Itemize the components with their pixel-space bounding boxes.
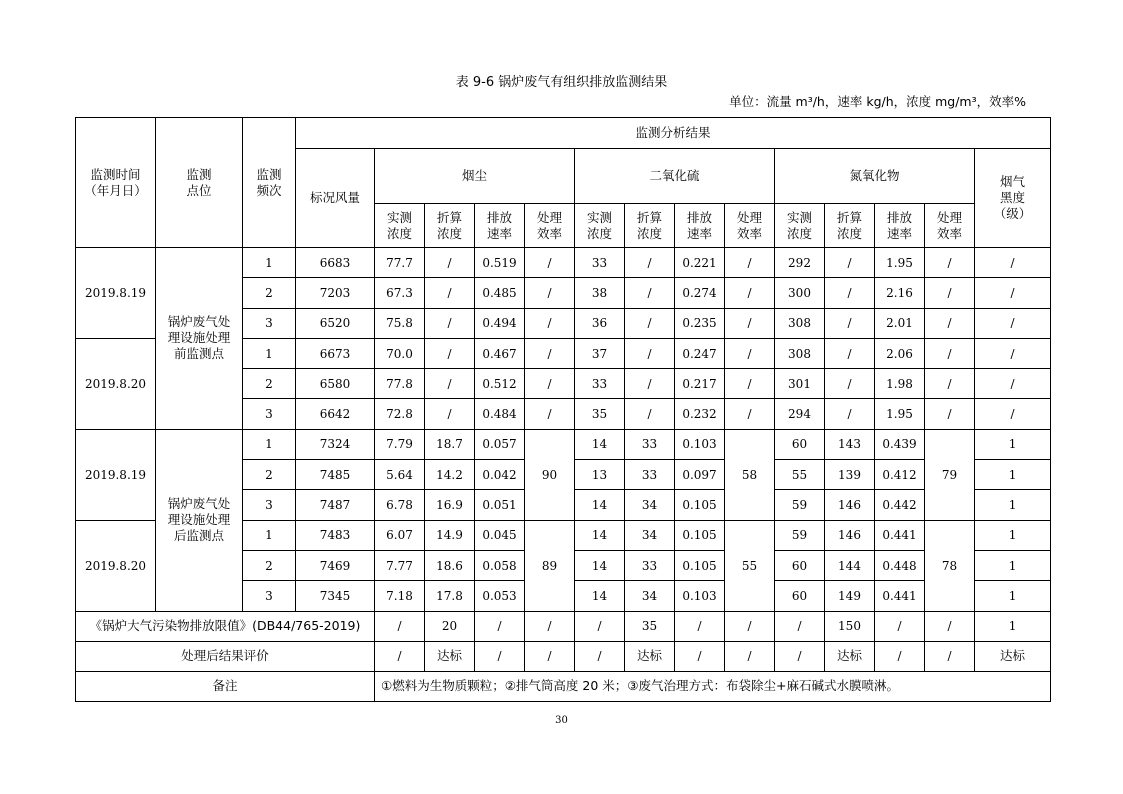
data-cell: 0.045 [475,520,525,550]
evaluation-value: / [525,641,575,671]
header-emission-rate: 排放 速率 [475,204,525,248]
data-cell: 7487 [296,490,375,520]
data-cell: 1 [243,520,296,550]
data-cell: / [825,248,875,278]
limit-value: 150 [825,611,875,641]
data-cell: 77.7 [375,248,425,278]
evaluation-value: 达标 [625,641,675,671]
data-cell: / [625,278,675,308]
data-cell: 0.441 [875,581,925,611]
data-cell: 3 [243,308,296,338]
data-cell: / [825,338,875,368]
data-cell: 59 [775,490,825,520]
data-cell: / [525,248,575,278]
header-monitoring-time: 监测时间 （年月日） [76,118,156,248]
evaluation-value: / [875,641,925,671]
limit-value: / [775,611,825,641]
limit-value: 1 [975,611,1051,641]
data-cell: 0.103 [675,581,725,611]
data-cell: 5.64 [375,460,425,490]
data-cell: / [725,399,775,429]
data-cell: 34 [625,581,675,611]
data-cell: 7324 [296,429,375,459]
data-cell: / [525,308,575,338]
data-cell: 14 [575,429,625,459]
data-cell: / [925,338,975,368]
data-cell: 0.247 [675,338,725,368]
data-cell: 7.77 [375,550,425,580]
data-cell: 2 [243,278,296,308]
data-cell: 0.097 [675,460,725,490]
data-cell: 6.07 [375,520,425,550]
data-cell: / [825,369,875,399]
table-body [76,118,1051,702]
data-cell: 6642 [296,399,375,429]
header-analysis-results: 监测分析结果 [296,118,1051,149]
header-measured-concentration: 实测 浓度 [375,204,425,248]
data-cell: / [425,369,475,399]
evaluation-value: / [475,641,525,671]
data-cell: / [625,399,675,429]
data-cell: 0.485 [475,278,525,308]
evaluation-value: / [725,641,775,671]
data-cell: 1 [975,429,1051,459]
evaluation-value: / [675,641,725,671]
table-row [76,671,1051,701]
data-cell: 1 [975,581,1051,611]
limit-value: / [525,611,575,641]
data-cell: 6520 [296,308,375,338]
data-cell: 0.484 [475,399,525,429]
data-cell: 75.8 [375,308,425,338]
data-cell: 0.235 [675,308,725,338]
data-cell: 294 [775,399,825,429]
data-cell: 7469 [296,550,375,580]
data-cell: / [975,369,1051,399]
data-cell: 0.494 [475,308,525,338]
data-cell: / [725,338,775,368]
evaluation-value: / [925,641,975,671]
data-cell: 301 [775,369,825,399]
data-cell: 0.053 [475,581,525,611]
note-text: ①燃料为生物质颗粒；②排气筒高度 20 米；③废气治理方式：布袋除尘+麻石碱式水膜喷淋。 [375,671,1051,701]
data-cell: 7345 [296,581,375,611]
data-cell: 14 [575,520,625,550]
data-cell: 14 [575,550,625,580]
header-converted-concentration: 折算 浓度 [825,204,875,248]
header-treatment-efficiency: 处理 效率 [725,204,775,248]
data-cell: 0.467 [475,338,525,368]
header-nitrogen-oxides: 氮氧化物 [775,149,975,204]
data-cell: / [525,338,575,368]
data-cell: 72.8 [375,399,425,429]
header-monitoring-site: 监测 点位 [156,118,243,248]
efficiency-cell: 78 [925,520,975,611]
monitoring-table [75,117,1051,702]
evaluation-value: 达标 [975,641,1051,671]
evaluation-value: 达标 [425,641,475,671]
header-converted-concentration: 折算 浓度 [425,204,475,248]
date-cell: 2019.8.20 [76,520,156,611]
data-cell: 14 [575,581,625,611]
limit-value: 20 [425,611,475,641]
limit-value: 35 [625,611,675,641]
data-cell: 0.051 [475,490,525,520]
header-emission-rate: 排放 速率 [875,204,925,248]
date-cell: 2019.8.19 [76,429,156,520]
header-treatment-efficiency: 处理 效率 [925,204,975,248]
limit-value: / [675,611,725,641]
data-cell: 144 [825,550,875,580]
data-cell: / [425,399,475,429]
date-cell: 2019.8.20 [76,338,156,429]
note-label: 备注 [76,671,375,701]
data-cell: 59 [775,520,825,550]
data-cell: 0.217 [675,369,725,399]
data-cell: 0.448 [875,550,925,580]
data-cell: / [625,308,675,338]
data-cell: 0.057 [475,429,525,459]
data-cell: 60 [775,581,825,611]
data-cell: 0.441 [875,520,925,550]
data-cell: 16.9 [425,490,475,520]
data-cell: / [625,248,675,278]
data-cell: / [425,278,475,308]
limit-standard-label: 《锅炉大气污染物排放限值》(DB44/765-2019) [76,611,375,641]
data-cell: 2 [243,550,296,580]
efficiency-cell: 79 [925,429,975,520]
limit-value: / [375,611,425,641]
data-cell: 6.78 [375,490,425,520]
header-monitoring-frequency: 监测 频次 [243,118,296,248]
data-cell: 0.105 [675,490,725,520]
data-cell: 6683 [296,248,375,278]
data-cell: 0.519 [475,248,525,278]
data-cell: 34 [625,520,675,550]
data-cell: 2.01 [875,308,925,338]
data-cell: 0.058 [475,550,525,580]
data-cell: / [725,248,775,278]
data-cell: 308 [775,308,825,338]
data-cell: 70.0 [375,338,425,368]
header-smoke-blackness: 烟气 黑度 （级） [975,149,1051,248]
header-treatment-efficiency: 处理 效率 [525,204,575,248]
data-cell: / [425,308,475,338]
data-cell: 0.274 [675,278,725,308]
data-cell: 7483 [296,520,375,550]
header-sulfur-dioxide: 二氧化硫 [575,149,775,204]
header-dust: 烟尘 [375,149,575,204]
data-cell: 146 [825,520,875,550]
data-cell: 1 [975,520,1051,550]
data-cell: / [975,278,1051,308]
data-cell: 308 [775,338,825,368]
data-cell: / [725,278,775,308]
page-number: 30 [555,715,568,726]
data-cell: / [925,399,975,429]
data-cell: 60 [775,550,825,580]
efficiency-cell: 90 [525,429,575,520]
efficiency-cell: 89 [525,520,575,611]
data-cell: 0.103 [675,429,725,459]
data-cell: / [925,278,975,308]
evaluation-value: / [375,641,425,671]
table-title: 表 9-6 锅炉废气有组织排放监测结果 [455,75,668,90]
header-measured-concentration: 实测 浓度 [575,204,625,248]
data-cell: / [625,369,675,399]
data-cell: 2.06 [875,338,925,368]
data-cell: 0.232 [675,399,725,429]
data-cell: 0.512 [475,369,525,399]
efficiency-cell: 55 [725,520,775,611]
table-row [76,118,1051,149]
data-cell: 2 [243,460,296,490]
limit-value: / [875,611,925,641]
data-cell: 34 [625,490,675,520]
data-cell: 0.439 [875,429,925,459]
data-cell: 1 [975,550,1051,580]
data-cell: 35 [575,399,625,429]
data-cell: / [925,369,975,399]
data-cell: / [975,248,1051,278]
limit-value: / [475,611,525,641]
data-cell: 6580 [296,369,375,399]
data-cell: 1.95 [875,248,925,278]
data-cell: 37 [575,338,625,368]
table-row [76,611,1051,641]
data-cell: 139 [825,460,875,490]
data-cell: 0.221 [675,248,725,278]
data-cell: 1 [975,460,1051,490]
table-row [76,429,1051,459]
data-cell: 143 [825,429,875,459]
data-cell: / [525,369,575,399]
data-cell: 14 [575,490,625,520]
data-cell: 2 [243,369,296,399]
data-cell: 77.8 [375,369,425,399]
data-cell: 300 [775,278,825,308]
data-cell: 1 [243,338,296,368]
data-cell: 7.18 [375,581,425,611]
evaluation-value: 达标 [825,641,875,671]
data-cell: / [425,248,475,278]
data-cell: / [525,399,575,429]
data-cell: 1 [243,248,296,278]
data-cell: 18.7 [425,429,475,459]
data-cell: / [925,248,975,278]
data-cell: 3 [243,399,296,429]
data-cell: 67.3 [375,278,425,308]
data-cell: 38 [575,278,625,308]
data-cell: / [725,369,775,399]
data-cell: 0.412 [875,460,925,490]
header-standard-flow: 标况风量 [296,149,375,248]
site-cell: 锅炉废气处 理设施处理 前监测点 [156,248,243,430]
data-cell: / [525,278,575,308]
header-measured-concentration: 实测 浓度 [775,204,825,248]
data-cell: 3 [243,490,296,520]
data-cell: 33 [625,550,675,580]
data-cell: 0.442 [875,490,925,520]
data-cell: 7485 [296,460,375,490]
data-cell: 6673 [296,338,375,368]
limit-value: / [725,611,775,641]
evaluation-value: / [575,641,625,671]
data-cell: 292 [775,248,825,278]
data-cell: 14.2 [425,460,475,490]
data-cell: 1 [975,490,1051,520]
data-cell: / [625,338,675,368]
data-cell: / [825,278,875,308]
data-cell: 17.8 [425,581,475,611]
data-cell: 146 [825,490,875,520]
data-cell: 14.9 [425,520,475,550]
data-cell: 1.95 [875,399,925,429]
data-cell: 13 [575,460,625,490]
header-converted-concentration: 折算 浓度 [625,204,675,248]
data-cell: 60 [775,429,825,459]
data-cell: 149 [825,581,875,611]
evaluation-label: 处理后结果评价 [76,641,375,671]
data-cell: 55 [775,460,825,490]
data-cell: / [825,399,875,429]
data-cell: / [975,308,1051,338]
date-cell: 2019.8.19 [76,248,156,339]
data-cell: 18.6 [425,550,475,580]
data-cell: 36 [575,308,625,338]
data-cell: / [825,308,875,338]
data-cell: 7.79 [375,429,425,459]
table-row [76,641,1051,671]
data-cell: / [925,308,975,338]
data-cell: 0.105 [675,520,725,550]
limit-value: / [925,611,975,641]
data-cell: 0.042 [475,460,525,490]
data-cell: 0.105 [675,550,725,580]
data-cell: 1.98 [875,369,925,399]
data-cell: 7203 [296,278,375,308]
data-cell: 3 [243,581,296,611]
evaluation-value: / [775,641,825,671]
data-cell: / [975,338,1051,368]
unit-note: 单位：流量 m³/h，速率 kg/h，浓度 mg/m³，效率% [729,94,1026,109]
data-cell: 33 [575,248,625,278]
table-row [76,248,1051,278]
site-cell: 锅炉废气处 理设施处理 后监测点 [156,429,243,611]
data-cell: / [975,399,1051,429]
efficiency-cell: 58 [725,429,775,520]
limit-value: / [575,611,625,641]
data-cell: 1 [243,429,296,459]
data-cell: / [425,338,475,368]
header-emission-rate: 排放 速率 [675,204,725,248]
data-cell: 33 [625,429,675,459]
data-cell: / [725,308,775,338]
data-cell: 2.16 [875,278,925,308]
data-cell: 33 [575,369,625,399]
data-cell: 33 [625,460,675,490]
